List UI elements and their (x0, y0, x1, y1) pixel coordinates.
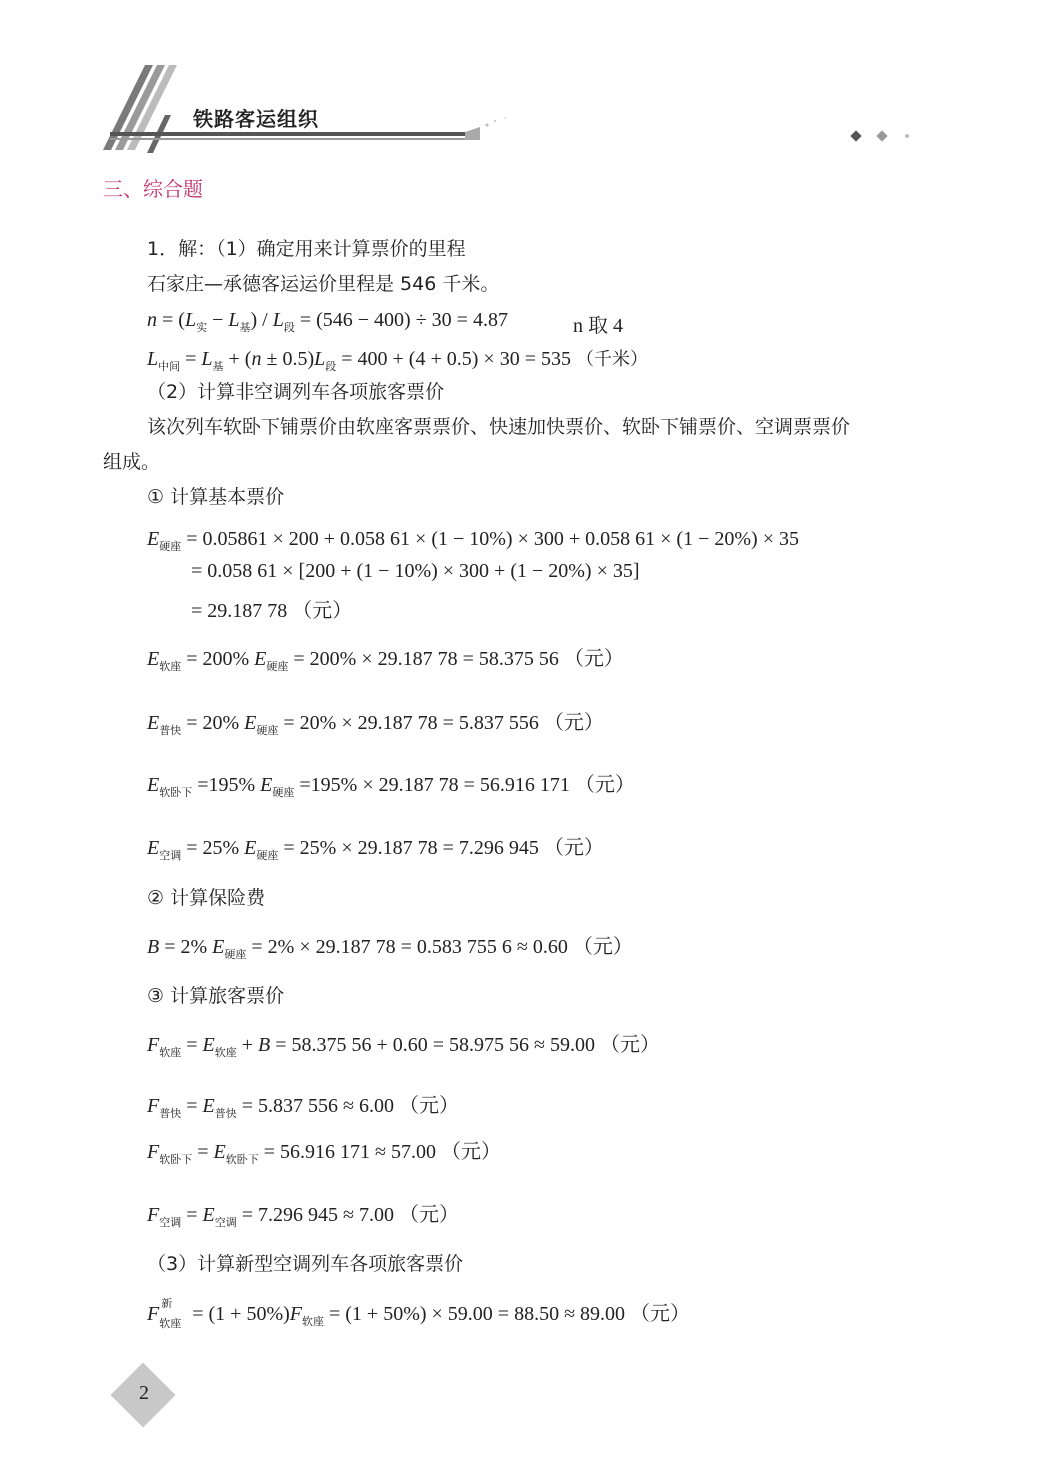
dot-icon (905, 134, 909, 138)
step-2-heading: （2）计算非空调列车各项旅客票价 (147, 381, 445, 403)
formula-f-ruanwoxia: $F_{软卧下} = E_{软卧下} = 56.916$ 171 ≈ 57.00 （元） (147, 1141, 501, 1166)
formula-f-new-ruanzuo: F 新 软座 = $(1 + 50\%)F_{软座} = (1 + 50\%) \times 59.00 = 88.50 \approx 89.00$ （元） (147, 1297, 691, 1331)
formula-b: B = 2% $E_{硬座} = 2\% \times 29.187$ 78 = 0.583 755 6 ≈ 0.60 （元） (147, 936, 633, 961)
n-value-note: n 取 4 (573, 315, 623, 337)
formula-f-pukuai: $F_{普快} = E_{普快} = 5.837$ 556 ≈ 6.00 （元） (147, 1095, 459, 1120)
formula-e-yingzuo-3: = 29.187 78 （元） (191, 600, 353, 622)
formula-l-middle: $L_{中间} = L_基 + (n \pm 0.5)L_段 = 400 + (4 + 0.5) \times 30 = 535$ （千米） (147, 348, 648, 373)
substep-1-heading: ① 计算基本票价 (147, 486, 285, 508)
substep-2-heading: ② 计算保险费 (147, 887, 266, 909)
header-title: 铁路客运组织 (193, 107, 319, 131)
formula-e-yingzuo-2: = 0.058 61 × [200 + (1 − 10%) × 300 + (1 − 20%) × 35] (191, 560, 640, 582)
formula-e-kongtiao: $E_{空调} = 25\%$ $E_{硬座} = 25\% \times 29.187$ 78 = 7.296 945 （元） (147, 837, 604, 862)
paragraph-line-1: 该次列车软卧下铺票价由软座客票票价、快速加快票价、软卧下铺票价、空调票票价 (147, 416, 851, 438)
formula-e-pukuai: $E_{普快} = 20\%$ $E_{硬座} = 20\% \times 29.187$ 78 = 5.837 556 （元） (147, 712, 604, 737)
answer-intro: 1．解：（1）确定用来计算票价的里程 (147, 238, 466, 260)
formula-e-yingzuo-1: $E_{硬座} = 0.05861 \times 200 + 0.058$ 61 × (1 − 10%) × 300 + 0.058 61 × (1 − 20%) × 35 (147, 528, 799, 553)
section-title: 三、综合题 (103, 177, 203, 201)
formula-f-kongtiao: $F_{空调} = E_{空调} = 7.296$ 945 ≈ 7.00 （元） (147, 1204, 459, 1229)
formula-f-ruanzuo: $F_{软座} = E_{软座} + B = 58.375$ 56 + 0.60 = 58.975 56 ≈ 59.00 （元） (147, 1034, 661, 1059)
formula-n: $n = (L_实 - L_基) / L_段 = (546 - 400) \div 30 = 4.87$ (147, 309, 508, 334)
substep-3-heading: ③ 计算旅客票价 (147, 985, 285, 1007)
step-3-heading: （3）计算新型空调列车各项旅客票价 (147, 1253, 464, 1275)
paragraph-line-2: 组成。 (103, 451, 161, 473)
formula-e-ruanzuo: $E_{软座} = 200\%$ $E_{硬座} = 200\% \times 29.187$ 78 = 58.375 56 （元） (147, 648, 624, 673)
formula-e-ruanwoxia: $E_{软卧下} =195\%$ $E_{硬座} =195\% \times 29.187$ 78 = 56.916 171 （元） (147, 774, 635, 799)
page-number: 2 (139, 1382, 149, 1404)
mileage-statement: 石家庄—承德客运运价里程是 546 千米。 (147, 273, 500, 295)
